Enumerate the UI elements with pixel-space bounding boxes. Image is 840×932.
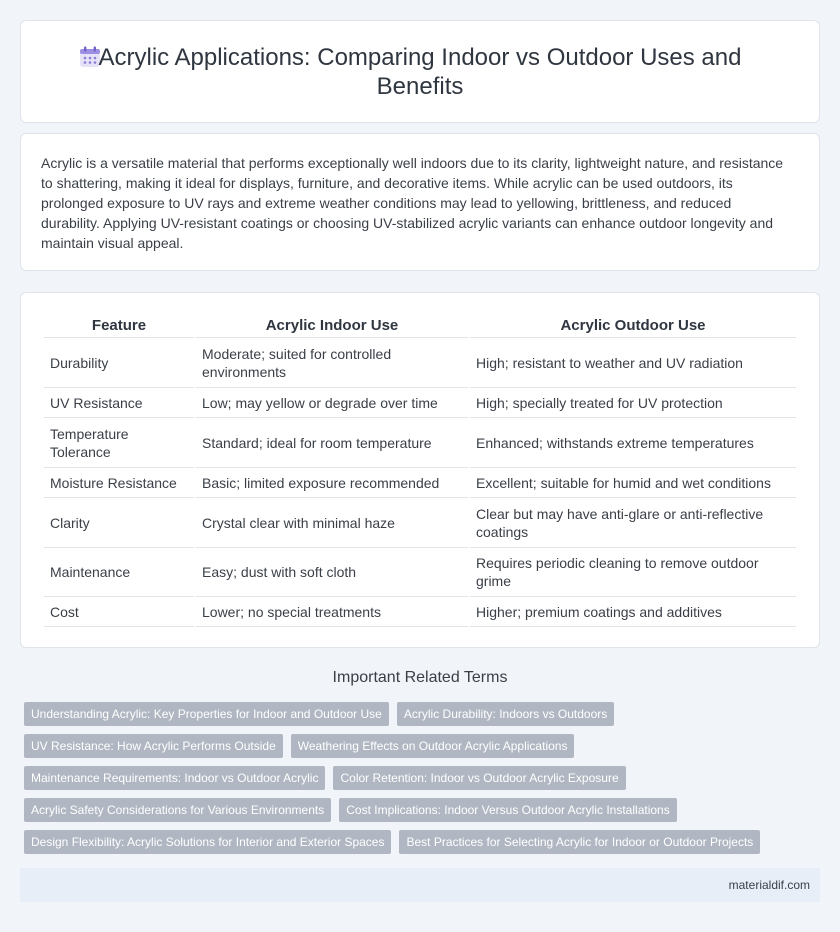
- comparison-table: [42, 313, 798, 627]
- page-title: Acrylic Applications: Comparing Indoor vs Outdoor Uses and Benefits: [98, 44, 742, 100]
- cell-feature: Cost: [44, 597, 194, 627]
- table-header-row: [44, 313, 796, 338]
- header-feature: Feature: [44, 313, 194, 338]
- intro-card: [20, 133, 820, 271]
- table-row: [44, 468, 796, 498]
- table-row: [44, 498, 796, 548]
- cell-outdoor: Requires periodic cleaning to remove outdoor grime: [470, 548, 796, 597]
- table-row: [44, 388, 796, 418]
- cell-indoor: Low; may yellow or degrade over time: [196, 388, 468, 418]
- related-term-tag[interactable]: Cost Implications: Indoor Versus Outdoor Acrylic Installations: [339, 798, 676, 822]
- header-indoor: Acrylic Indoor Use: [196, 313, 468, 338]
- related-term-tag[interactable]: Maintenance Requirements: Indoor vs Outdoor Acrylic: [24, 766, 325, 790]
- related-terms-list: [24, 702, 804, 862]
- table-row: [44, 418, 796, 468]
- cell-feature: Clarity: [44, 498, 194, 548]
- cell-feature: Moisture Resistance: [44, 468, 194, 498]
- tag-row: [24, 830, 804, 854]
- tag-row: [24, 702, 804, 726]
- tag-row: [24, 798, 804, 822]
- intro-paragraph: Acrylic is a versatile material that performs exceptionally well indoors due to its clarity, lightweight nature, and resistance to shattering, making it ideal for displays, furniture, and decorative items. While acrylic can be used outdoors, its prolonged exposure to UV rays and extreme weather conditions may lead to yellowing, brittleness, and reduced durability. Applying UV-resistant coatings or choosing UV-stabilized acrylic variants can enhance outdoor longevity and maintain visual appeal.: [41, 155, 784, 251]
- cell-feature: Durability: [44, 338, 194, 388]
- table-row: [44, 548, 796, 597]
- related-term-tag[interactable]: Acrylic Safety Considerations for Various Environments: [24, 798, 331, 822]
- cell-feature: UV Resistance: [44, 388, 194, 418]
- related-terms-title: Important Related Terms: [332, 669, 508, 686]
- cell-indoor: Standard; ideal for room temperature: [196, 418, 468, 468]
- cell-feature: Temperature Tolerance: [44, 418, 194, 468]
- tag-row: [24, 766, 804, 790]
- comparison-table-card: [20, 292, 820, 648]
- title-card: [20, 20, 820, 123]
- cell-indoor: Crystal clear with minimal haze: [196, 498, 468, 548]
- cell-outdoor: Clear but may have anti-glare or anti-reflective coatings: [470, 498, 796, 548]
- cell-outdoor: Enhanced; withstands extreme temperatures: [470, 418, 796, 468]
- cell-outdoor: High; resistant to weather and UV radiation: [470, 338, 796, 388]
- related-term-tag[interactable]: UV Resistance: How Acrylic Performs Outside: [24, 734, 283, 758]
- cell-outdoor: High; specially treated for UV protection: [470, 388, 796, 418]
- cell-feature: Maintenance: [44, 548, 194, 597]
- related-term-tag[interactable]: Best Practices for Selecting Acrylic for Indoor or Outdoor Projects: [399, 830, 760, 854]
- cell-indoor: Moderate; suited for controlled environments: [196, 338, 468, 388]
- footer: [20, 868, 820, 902]
- tag-row: [24, 734, 804, 758]
- cell-indoor: Easy; dust with soft cloth: [196, 548, 468, 597]
- related-term-tag[interactable]: Color Retention: Indoor vs Outdoor Acrylic Exposure: [333, 766, 625, 790]
- related-term-tag[interactable]: Weathering Effects on Outdoor Acrylic Applications: [291, 734, 575, 758]
- related-term-tag[interactable]: Design Flexibility: Acrylic Solutions for Interior and Exterior Spaces: [24, 830, 391, 854]
- related-term-tag[interactable]: Acrylic Durability: Indoors vs Outdoors: [397, 702, 614, 726]
- table-row: [44, 338, 796, 388]
- cell-outdoor: Excellent; suitable for humid and wet conditions: [470, 468, 796, 498]
- related-term-tag[interactable]: Understanding Acrylic: Key Properties for Indoor and Outdoor Use: [24, 702, 389, 726]
- footer-site-link[interactable]: materialdif.com: [728, 878, 810, 892]
- cell-indoor: Basic; limited exposure recommended: [196, 468, 468, 498]
- cell-indoor: Lower; no special treatments: [196, 597, 468, 627]
- header-outdoor: Acrylic Outdoor Use: [470, 313, 796, 338]
- table-row: [44, 597, 796, 627]
- cell-outdoor: Higher; premium coatings and additives: [470, 597, 796, 627]
